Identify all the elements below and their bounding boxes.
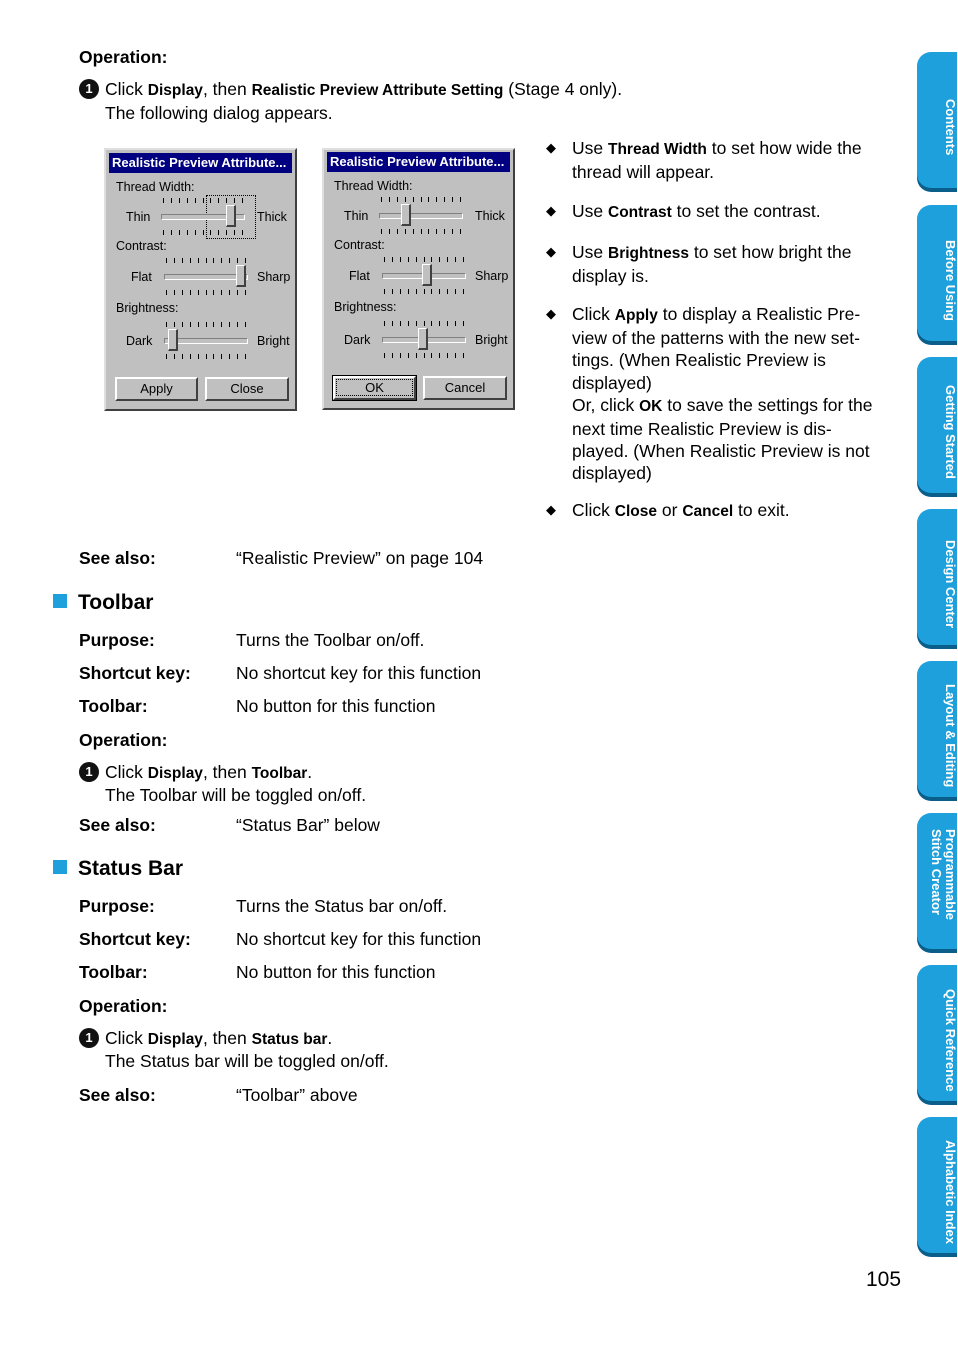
slider-tick: [206, 354, 207, 359]
bright-label: Bright: [257, 334, 290, 348]
slider-tick: [206, 322, 207, 327]
slider-tick: [171, 198, 172, 203]
operation-label: Operation:: [79, 996, 168, 1016]
contrast-slider[interactable]: [236, 265, 246, 287]
thread-width-track: [379, 213, 463, 219]
slider-tick: [245, 258, 246, 263]
slider-tick: [424, 321, 425, 326]
thick-label: Thick: [257, 210, 287, 224]
slider-tick: [245, 354, 246, 359]
slider-tick: [171, 230, 172, 235]
tab-programmable-stitch-creator[interactable]: [917, 813, 957, 949]
bullet-apply: Click Apply to display a Realistic Pre- view of the patterns with the new set- tings. (When Realistic Preview is displayed) Or, click OK to save the settings for the next time Realistic Preview is dis- played. (When Realistic Preview is not displayed): [572, 304, 873, 484]
thin-label: Thin: [344, 209, 369, 223]
thin-label: Thin: [126, 210, 151, 224]
bullet-close: Click Close or Cancel to exit.: [572, 500, 790, 520]
toolbar-value: No button for this function: [236, 696, 436, 716]
slider-tick: [408, 257, 409, 262]
step-text: Click Display, then Status bar.: [105, 1028, 333, 1048]
ticks-top: [381, 197, 461, 202]
diamond-bullet-icon: ◆: [546, 140, 556, 155]
ticks-top: [166, 322, 246, 327]
slider-tick: [455, 353, 456, 358]
slider-tick: [166, 258, 167, 263]
close-button[interactable]: Close: [205, 377, 289, 401]
thread-width-slider[interactable]: [226, 205, 236, 227]
toolbar-value: No button for this function: [236, 962, 436, 982]
shortcut-value: No shortcut key for this function: [236, 663, 482, 683]
page-number: 105: [866, 1268, 902, 1291]
slider-tick: [234, 198, 235, 203]
tab-before-using[interactable]: [917, 205, 957, 341]
operation-label: Operation:: [79, 47, 168, 67]
tab-alphabetic-index[interactable]: [917, 1117, 957, 1253]
square-bullet-icon: [53, 860, 67, 874]
step-number: 1: [79, 762, 99, 782]
see-also-label: See also:: [79, 815, 156, 835]
slider-tick: [400, 257, 401, 262]
slider-tick: [400, 353, 401, 358]
slider-tick: [245, 290, 246, 295]
slider-tick: [384, 257, 385, 262]
tab-label: Alphabetic Index: [943, 1139, 958, 1245]
slider-tick: [218, 198, 219, 203]
dialog-apply-close: [104, 148, 297, 411]
slider-tick: [400, 321, 401, 326]
tab-getting-started[interactable]: [917, 357, 957, 493]
slider-tick: [210, 198, 211, 203]
slider-tick: [384, 321, 385, 326]
thread-width-label: Thread Width:: [334, 179, 413, 193]
tab-label: Programmable Stitch Creator: [929, 829, 958, 921]
section-heading-toolbar: Toolbar: [53, 591, 153, 615]
slider-tick: [198, 354, 199, 359]
slider-tick: [174, 290, 175, 295]
slider-tick: [198, 258, 199, 263]
dark-label: Dark: [344, 333, 371, 347]
tab-label: Design Center: [943, 539, 958, 629]
purpose-value: Turns the Status bar on/off.: [236, 896, 448, 916]
slider-tick: [392, 289, 393, 294]
ticks-bottom: [166, 354, 246, 359]
bullet-thread-width: Use Thread Width to set how wide the thread will appear.: [572, 138, 862, 183]
slider-tick: [190, 258, 191, 263]
tab-label: Before Using: [943, 239, 958, 321]
slider-tick: [424, 257, 425, 262]
slider-tick: [384, 289, 385, 294]
slider-tick: [421, 229, 422, 234]
slider-tick: [392, 353, 393, 358]
slider-tick: [392, 257, 393, 262]
thread-width-label: Thread Width:: [116, 180, 195, 194]
slider-tick: [447, 257, 448, 262]
slider-tick: [463, 257, 464, 262]
slider-tick: [431, 353, 432, 358]
slider-tick: [381, 229, 382, 234]
slider-tick: [166, 290, 167, 295]
slider-tick: [190, 290, 191, 295]
step-text: Click Display, then Toolbar.: [105, 762, 313, 782]
slider-tick: [206, 258, 207, 263]
slider-tick: [424, 353, 425, 358]
slider-tick: [237, 258, 238, 263]
slider-tick: [431, 321, 432, 326]
slider-tick: [408, 353, 409, 358]
tab-label: Quick Reference: [943, 988, 958, 1092]
tab-design-center[interactable]: [917, 509, 957, 645]
ticks-bottom: [381, 229, 461, 234]
slider-tick: [413, 197, 414, 202]
slider-tick: [424, 289, 425, 294]
slider-tick: [416, 321, 417, 326]
ok-button[interactable]: [333, 376, 416, 400]
slider-tick: [174, 354, 175, 359]
see-also-label: See also:: [79, 1085, 156, 1105]
slider-tick: [455, 289, 456, 294]
slider-tick: [182, 322, 183, 327]
ticks-top: [384, 257, 464, 262]
slider-tick: [206, 290, 207, 295]
slider-tick: [229, 290, 230, 295]
slider-tick: [444, 197, 445, 202]
sharp-label: Sharp: [257, 270, 291, 284]
slider-tick: [182, 290, 183, 295]
slider-tick: [436, 229, 437, 234]
brightness-label: Brightness:: [116, 301, 179, 315]
sharp-label: Sharp: [475, 269, 509, 283]
bright-label: Bright: [475, 333, 508, 347]
see-also-value: “Realistic Preview” on page 104: [236, 548, 484, 568]
tab-label: Contents: [943, 98, 958, 156]
ticks-top: [163, 198, 243, 203]
brightness-label: Brightness:: [334, 300, 397, 314]
slider-tick: [229, 354, 230, 359]
slider-tick: [421, 197, 422, 202]
slider-tick: [439, 289, 440, 294]
toolbar-label: Toolbar:: [79, 962, 148, 982]
slider-tick: [397, 197, 398, 202]
slider-tick: [203, 230, 204, 235]
dark-label: Dark: [126, 334, 153, 348]
contrast-label: Contrast:: [116, 239, 167, 253]
slider-tick: [198, 322, 199, 327]
slider-tick: [237, 322, 238, 327]
tab-label: Getting Started: [943, 385, 958, 479]
dialog-title: Realistic Preview Attribute...: [327, 152, 510, 172]
square-bullet-icon: [53, 594, 67, 608]
slider-tick: [190, 354, 191, 359]
slider-tick: [428, 229, 429, 234]
toolbar-label: Toolbar:: [79, 696, 148, 716]
slider-tick: [229, 258, 230, 263]
flat-label: Flat: [349, 269, 370, 283]
slider-tick: [389, 229, 390, 234]
slider-tick: [163, 198, 164, 203]
slider-tick: [245, 322, 246, 327]
diamond-bullet-icon: ◆: [546, 306, 556, 321]
slider-tick: [221, 322, 222, 327]
slider-tick: [226, 230, 227, 235]
slider-tick: [381, 197, 382, 202]
bullet-brightness: Use Brightness to set how bright the display is.: [572, 242, 852, 287]
slider-tick: [237, 290, 238, 295]
step-result: The Status bar will be toggled on/off.: [105, 1051, 389, 1071]
slider-tick: [439, 321, 440, 326]
slider-tick: [405, 229, 406, 234]
slider-tick: [190, 322, 191, 327]
slider-tick: [182, 354, 183, 359]
slider-tick: [242, 230, 243, 235]
slider-tick: [234, 230, 235, 235]
slider-tick: [400, 289, 401, 294]
slider-tick: [397, 229, 398, 234]
slider-tick: [455, 257, 456, 262]
slider-tick: [436, 197, 437, 202]
slider-tick: [439, 353, 440, 358]
slider-tick: [182, 258, 183, 263]
slider-tick: [213, 258, 214, 263]
brightness-slider[interactable]: [168, 329, 178, 351]
shortcut-label: Shortcut key:: [79, 929, 191, 949]
slider-tick: [203, 198, 204, 203]
slider-tick: [174, 322, 175, 327]
ticks-bottom: [166, 290, 246, 295]
slider-tick: [229, 322, 230, 327]
flat-label: Flat: [131, 270, 152, 284]
diamond-bullet-icon: ◆: [546, 502, 556, 517]
slider-tick: [428, 197, 429, 202]
slider-tick: [413, 229, 414, 234]
slider-tick: [198, 290, 199, 295]
slider-tick: [408, 289, 409, 294]
thread-width-slider[interactable]: [401, 204, 411, 226]
slider-tick: [447, 289, 448, 294]
see-also-value: “Toolbar” above: [236, 1085, 358, 1105]
slider-tick: [444, 229, 445, 234]
dialog-title: Realistic Preview Attribute...: [109, 153, 292, 173]
ticks-bottom: [163, 230, 243, 235]
slider-tick: [447, 321, 448, 326]
purpose-value: Turns the Toolbar on/off.: [236, 630, 425, 650]
slider-tick: [439, 257, 440, 262]
apply-button[interactable]: Apply: [115, 377, 198, 401]
ticks-top: [166, 258, 246, 263]
slider-tick: [213, 290, 214, 295]
tab-label: Layout & Editing: [943, 684, 958, 788]
step-number: 1: [79, 1028, 99, 1048]
slider-tick: [221, 290, 222, 295]
brightness-slider[interactable]: [418, 328, 428, 350]
see-also-value: “Status Bar” below: [236, 815, 380, 835]
ticks-bottom: [384, 353, 464, 358]
slider-tick: [163, 230, 164, 235]
thick-label: Thick: [475, 209, 505, 223]
slider-tick: [221, 354, 222, 359]
slider-tick: [463, 321, 464, 326]
see-also-label: See also:: [79, 548, 156, 568]
purpose-label: Purpose:: [79, 630, 155, 650]
slider-tick: [447, 353, 448, 358]
slider-tick: [213, 354, 214, 359]
tab-layout-editing[interactable]: [917, 661, 957, 797]
purpose-label: Purpose:: [79, 896, 155, 916]
slider-tick: [455, 321, 456, 326]
cancel-button[interactable]: Cancel: [423, 376, 507, 400]
slider-tick: [431, 257, 432, 262]
slider-tick: [460, 229, 461, 234]
slider-tick: [242, 198, 243, 203]
slider-tick: [460, 197, 461, 202]
diamond-bullet-icon: ◆: [546, 244, 556, 259]
operation-label: Operation:: [79, 730, 168, 750]
slider-tick: [452, 229, 453, 234]
dialog-ok-cancel: [322, 148, 515, 410]
slider-tick: [463, 289, 464, 294]
slider-tick: [166, 322, 167, 327]
slider-tick: [405, 197, 406, 202]
slider-tick: [218, 230, 219, 235]
slider-tick: [195, 230, 196, 235]
step-result: The Toolbar will be toggled on/off.: [105, 785, 367, 805]
slider-tick: [221, 258, 222, 263]
step-number: 1: [79, 79, 99, 99]
ticks-top: [384, 321, 464, 326]
slider-tick: [389, 197, 390, 202]
ticks-bottom: [384, 289, 464, 294]
slider-tick: [195, 198, 196, 203]
slider-tick: [187, 198, 188, 203]
step-text: Click Display, then Realistic Preview Attribute Setting (Stage 4 only).: [105, 79, 623, 99]
diamond-bullet-icon: ◆: [546, 203, 556, 218]
slider-tick: [237, 354, 238, 359]
slider-tick: [226, 198, 227, 203]
slider-tick: [179, 230, 180, 235]
slider-tick: [166, 354, 167, 359]
slider-tick: [463, 353, 464, 358]
tab-quick-reference[interactable]: [917, 965, 957, 1101]
slider-tick: [210, 230, 211, 235]
shortcut-value: No shortcut key for this function: [236, 929, 482, 949]
slider-tick: [174, 258, 175, 263]
slider-tick: [416, 289, 417, 294]
slider-tick: [416, 353, 417, 358]
ok-button-label: OK: [336, 379, 413, 396]
tab-contents[interactable]: [917, 52, 957, 188]
step-result: The following dialog appears.: [105, 103, 333, 123]
contrast-label: Contrast:: [334, 238, 385, 252]
section-heading-status-bar: Status Bar: [53, 857, 183, 881]
shortcut-label: Shortcut key:: [79, 663, 191, 683]
contrast-slider[interactable]: [422, 264, 432, 286]
slider-tick: [416, 257, 417, 262]
slider-tick: [452, 197, 453, 202]
slider-tick: [213, 322, 214, 327]
slider-tick: [392, 321, 393, 326]
slider-tick: [187, 230, 188, 235]
bullet-contrast: Use Contrast to set the contrast.: [572, 201, 821, 221]
slider-tick: [431, 289, 432, 294]
slider-tick: [408, 321, 409, 326]
slider-tick: [179, 198, 180, 203]
slider-tick: [384, 353, 385, 358]
